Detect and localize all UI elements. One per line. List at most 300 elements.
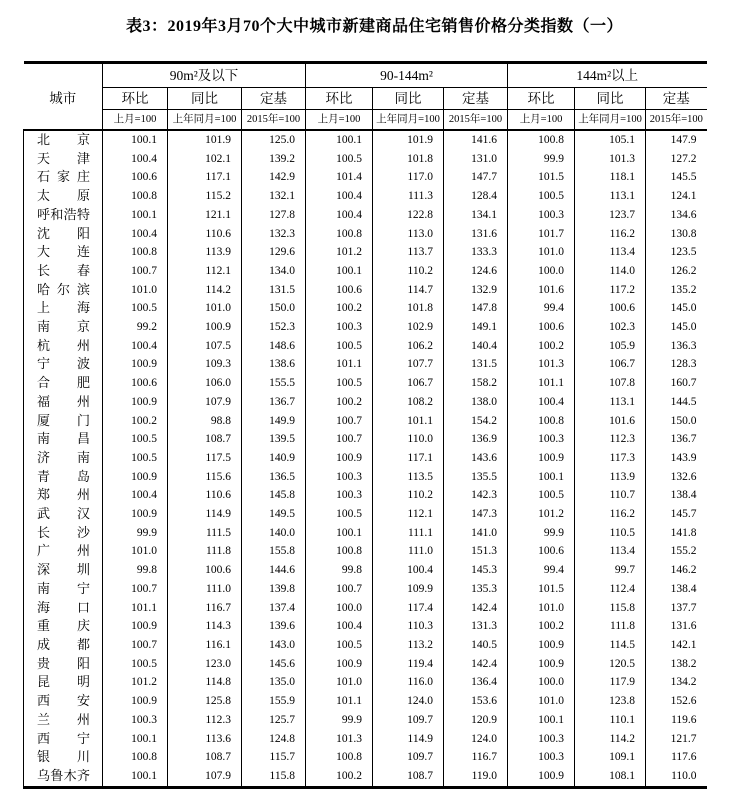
value-cell: 119.0 — [444, 767, 508, 787]
city-name: 深圳 — [37, 562, 90, 578]
value-cell: 124.6 — [444, 262, 508, 281]
value-cell: 101.9 — [168, 130, 242, 150]
value-cell: 100.8 — [306, 225, 373, 244]
page-title: 表3：2019年3月70个大中城市新建商品住宅销售价格分类指数（一） — [125, 18, 623, 35]
value-cell: 121.7 — [646, 730, 707, 749]
value-cell: 110.6 — [168, 225, 242, 244]
table-row — [24, 318, 707, 337]
table-row — [24, 130, 707, 150]
value-cell: 100.8 — [103, 748, 168, 767]
value-cell: 101.3 — [306, 730, 373, 749]
value-cell: 100.8 — [306, 748, 373, 767]
value-cell: 112.3 — [575, 430, 646, 449]
value-cell: 142.1 — [646, 636, 707, 655]
value-cell: 116.2 — [575, 505, 646, 524]
value-cell: 147.9 — [646, 130, 707, 150]
value-cell: 100.9 — [508, 636, 575, 655]
value-cell: 145.7 — [646, 505, 707, 524]
value-cell: 111.3 — [373, 187, 444, 206]
value-cell: 100.1 — [103, 206, 168, 225]
value-cell: 100.8 — [508, 130, 575, 150]
group-header-144-above: 144m²以上 — [508, 63, 707, 88]
city-name: 郑州 — [37, 487, 90, 503]
value-cell: 139.8 — [242, 580, 306, 599]
city-name: 成都 — [37, 636, 90, 652]
value-cell: 124.8 — [242, 730, 306, 749]
city-cell — [24, 412, 103, 431]
value-cell: 101.0 — [306, 673, 373, 692]
value-cell: 132.9 — [444, 281, 508, 300]
value-cell: 114.3 — [168, 617, 242, 636]
city-cell — [24, 505, 103, 524]
table-row — [24, 243, 707, 262]
value-cell: 102.3 — [575, 318, 646, 337]
value-cell: 100.1 — [306, 130, 373, 150]
measure-header: 环比 — [306, 88, 373, 110]
base-header: 2015年=100 — [444, 110, 508, 131]
value-cell: 139.6 — [242, 617, 306, 636]
value-cell: 100.1 — [508, 711, 575, 730]
value-cell: 99.7 — [575, 561, 646, 580]
value-cell: 109.1 — [575, 748, 646, 767]
value-cell: 129.6 — [242, 243, 306, 262]
value-cell: 98.8 — [168, 412, 242, 431]
value-cell: 101.3 — [575, 150, 646, 169]
city-cell — [24, 374, 103, 393]
value-cell: 113.1 — [575, 393, 646, 412]
city-cell — [24, 673, 103, 692]
value-cell: 140.5 — [444, 636, 508, 655]
measure-header: 环比 — [103, 88, 168, 110]
value-cell: 117.5 — [168, 449, 242, 468]
city-name: 青岛 — [37, 468, 90, 484]
value-cell: 110.2 — [373, 486, 444, 505]
value-cell: 107.8 — [575, 374, 646, 393]
value-cell: 100.4 — [103, 486, 168, 505]
value-cell: 119.6 — [646, 711, 707, 730]
table-row — [24, 225, 707, 244]
value-cell: 99.9 — [508, 524, 575, 543]
value-cell: 124.0 — [373, 692, 444, 711]
value-cell: 155.8 — [242, 542, 306, 561]
table-row — [24, 299, 707, 318]
value-cell: 100.0 — [306, 599, 373, 618]
value-cell: 100.5 — [103, 430, 168, 449]
value-cell: 100.3 — [508, 748, 575, 767]
value-cell: 128.4 — [444, 187, 508, 206]
value-cell: 130.8 — [646, 225, 707, 244]
value-cell: 106.0 — [168, 374, 242, 393]
base-header: 上年同月=100 — [575, 110, 646, 131]
value-cell: 127.8 — [242, 206, 306, 225]
value-cell: 100.5 — [508, 486, 575, 505]
value-cell: 115.6 — [168, 468, 242, 487]
value-cell: 100.3 — [508, 430, 575, 449]
value-cell: 134.6 — [646, 206, 707, 225]
value-cell: 114.9 — [168, 505, 242, 524]
value-cell: 140.9 — [242, 449, 306, 468]
value-cell: 99.8 — [103, 561, 168, 580]
table-row — [24, 561, 707, 580]
city-cell — [24, 393, 103, 412]
value-cell: 133.3 — [444, 243, 508, 262]
value-cell: 100.5 — [306, 374, 373, 393]
table-row — [24, 692, 707, 711]
value-cell: 123.8 — [575, 692, 646, 711]
value-cell: 151.3 — [444, 542, 508, 561]
city-cell — [24, 262, 103, 281]
value-cell: 100.3 — [306, 486, 373, 505]
value-cell: 101.2 — [306, 243, 373, 262]
value-cell: 143.9 — [646, 449, 707, 468]
value-cell: 114.2 — [168, 281, 242, 300]
value-cell: 113.7 — [373, 243, 444, 262]
value-cell: 108.7 — [168, 748, 242, 767]
value-cell: 147.7 — [444, 168, 508, 187]
city-name: 乌鲁木齐 — [37, 767, 90, 783]
value-cell: 100.4 — [306, 206, 373, 225]
value-cell: 145.3 — [444, 561, 508, 580]
city-name: 南宁 — [37, 580, 90, 596]
value-cell: 100.8 — [508, 412, 575, 431]
value-cell: 100.2 — [508, 617, 575, 636]
base-header: 上月=100 — [103, 110, 168, 131]
value-cell: 145.5 — [646, 168, 707, 187]
value-cell: 100.5 — [103, 655, 168, 674]
value-cell: 125.0 — [242, 130, 306, 150]
value-cell: 116.0 — [373, 673, 444, 692]
value-cell: 114.9 — [373, 730, 444, 749]
value-cell: 101.9 — [373, 130, 444, 150]
value-cell: 123.7 — [575, 206, 646, 225]
value-cell: 131.0 — [444, 150, 508, 169]
city-name: 武汉 — [37, 506, 90, 522]
value-cell: 100.9 — [168, 318, 242, 337]
value-cell: 100.3 — [508, 730, 575, 749]
city-cell — [24, 281, 103, 300]
value-cell: 110.1 — [575, 711, 646, 730]
city-cell — [24, 168, 103, 187]
city-name: 石家庄 — [37, 169, 90, 185]
value-cell: 134.2 — [646, 673, 707, 692]
value-cell: 131.3 — [444, 617, 508, 636]
value-cell: 109.7 — [373, 748, 444, 767]
value-cell: 117.2 — [575, 281, 646, 300]
value-cell: 155.9 — [242, 692, 306, 711]
base-header: 上年同月=100 — [373, 110, 444, 131]
city-cell — [24, 337, 103, 356]
value-cell: 148.6 — [242, 337, 306, 356]
city-cell — [24, 711, 103, 730]
value-cell: 108.7 — [168, 430, 242, 449]
value-cell: 100.4 — [373, 561, 444, 580]
city-cell — [24, 748, 103, 767]
value-cell: 113.4 — [575, 243, 646, 262]
value-cell: 111.0 — [168, 580, 242, 599]
city-name: 上海 — [37, 300, 90, 316]
value-cell: 112.4 — [575, 580, 646, 599]
value-cell: 101.1 — [373, 412, 444, 431]
value-cell: 100.6 — [575, 299, 646, 318]
value-cell: 137.7 — [646, 599, 707, 618]
value-cell: 134.1 — [444, 206, 508, 225]
value-cell: 100.0 — [508, 673, 575, 692]
value-cell: 121.1 — [168, 206, 242, 225]
value-cell: 136.5 — [242, 468, 306, 487]
value-cell: 113.4 — [575, 542, 646, 561]
city-name: 广州 — [37, 543, 90, 559]
value-cell: 142.4 — [444, 599, 508, 618]
value-cell: 101.0 — [103, 542, 168, 561]
value-cell: 131.6 — [646, 617, 707, 636]
city-name: 贵阳 — [37, 655, 90, 671]
value-cell: 111.1 — [373, 524, 444, 543]
city-cell — [24, 617, 103, 636]
value-cell: 152.6 — [646, 692, 707, 711]
value-cell: 100.4 — [306, 187, 373, 206]
value-cell: 101.2 — [103, 673, 168, 692]
table-row — [24, 449, 707, 468]
value-cell: 146.2 — [646, 561, 707, 580]
city-cell — [24, 730, 103, 749]
value-cell: 100.9 — [103, 393, 168, 412]
value-cell: 120.9 — [444, 711, 508, 730]
value-cell: 114.8 — [168, 673, 242, 692]
value-cell: 136.7 — [646, 430, 707, 449]
value-cell: 100.2 — [306, 767, 373, 787]
value-cell: 100.6 — [508, 542, 575, 561]
value-cell: 99.2 — [103, 318, 168, 337]
value-cell: 153.6 — [444, 692, 508, 711]
value-cell: 111.8 — [168, 542, 242, 561]
value-cell: 127.2 — [646, 150, 707, 169]
value-cell: 109.7 — [373, 711, 444, 730]
table-row — [24, 542, 707, 561]
value-cell: 145.8 — [242, 486, 306, 505]
value-cell: 101.8 — [373, 150, 444, 169]
value-cell: 100.5 — [508, 187, 575, 206]
value-cell: 100.6 — [168, 561, 242, 580]
value-cell: 113.0 — [373, 225, 444, 244]
value-cell: 126.2 — [646, 262, 707, 281]
price-index-table — [23, 61, 707, 789]
city-cell — [24, 580, 103, 599]
city-name: 合肥 — [37, 375, 90, 391]
value-cell: 113.9 — [575, 468, 646, 487]
value-cell: 132.1 — [242, 187, 306, 206]
table-row — [24, 206, 707, 225]
value-cell: 106.7 — [373, 374, 444, 393]
value-cell: 100.1 — [508, 468, 575, 487]
value-cell: 131.5 — [242, 281, 306, 300]
value-cell: 100.6 — [508, 318, 575, 337]
city-cell — [24, 299, 103, 318]
city-name: 大连 — [37, 244, 90, 260]
city-name: 长春 — [37, 262, 90, 278]
table-row — [24, 355, 707, 374]
city-cell — [24, 187, 103, 206]
value-cell: 117.0 — [373, 168, 444, 187]
value-cell: 100.9 — [508, 655, 575, 674]
value-cell: 101.0 — [508, 692, 575, 711]
city-cell — [24, 355, 103, 374]
value-cell: 150.0 — [242, 299, 306, 318]
value-cell: 100.7 — [103, 580, 168, 599]
value-cell: 141.0 — [444, 524, 508, 543]
city-cell — [24, 468, 103, 487]
table-row — [24, 150, 707, 169]
value-cell: 100.3 — [306, 468, 373, 487]
value-cell: 112.1 — [168, 262, 242, 281]
city-name: 哈尔滨 — [37, 281, 90, 297]
value-cell: 115.8 — [242, 767, 306, 787]
base-header: 上年同月=100 — [168, 110, 242, 131]
table-row — [24, 468, 707, 487]
value-cell: 110.2 — [373, 262, 444, 281]
city-name: 杭州 — [37, 337, 90, 353]
value-cell: 100.2 — [306, 393, 373, 412]
value-cell: 141.8 — [646, 524, 707, 543]
value-cell: 138.2 — [646, 655, 707, 674]
value-cell: 142.4 — [444, 655, 508, 674]
value-cell: 106.2 — [373, 337, 444, 356]
value-cell: 101.1 — [306, 355, 373, 374]
value-cell: 100.9 — [508, 767, 575, 787]
value-cell: 145.0 — [646, 299, 707, 318]
value-cell: 118.1 — [575, 168, 646, 187]
city-cell — [24, 542, 103, 561]
value-cell: 100.4 — [103, 337, 168, 356]
value-cell: 100.1 — [103, 730, 168, 749]
city-name: 南京 — [37, 319, 90, 335]
value-cell: 101.1 — [508, 374, 575, 393]
value-cell: 115.2 — [168, 187, 242, 206]
value-cell: 100.3 — [508, 206, 575, 225]
value-cell: 100.0 — [508, 262, 575, 281]
city-name: 重庆 — [37, 618, 90, 634]
value-cell: 99.4 — [508, 561, 575, 580]
value-cell: 100.7 — [103, 262, 168, 281]
value-cell: 100.7 — [306, 430, 373, 449]
value-cell: 100.9 — [103, 505, 168, 524]
value-cell: 114.0 — [575, 262, 646, 281]
value-cell: 105.1 — [575, 130, 646, 150]
value-cell: 101.5 — [508, 580, 575, 599]
value-cell: 123.5 — [646, 243, 707, 262]
measure-header: 定基 — [444, 88, 508, 110]
value-cell: 100.6 — [306, 281, 373, 300]
table-row — [24, 673, 707, 692]
city-name: 济南 — [37, 449, 90, 465]
value-cell: 123.0 — [168, 655, 242, 674]
value-cell: 100.4 — [306, 617, 373, 636]
value-cell: 149.5 — [242, 505, 306, 524]
table-body — [24, 130, 707, 787]
value-cell: 101.0 — [103, 281, 168, 300]
table-row — [24, 281, 707, 300]
value-cell: 101.0 — [168, 299, 242, 318]
value-cell: 100.3 — [306, 318, 373, 337]
value-cell: 99.8 — [306, 561, 373, 580]
value-cell: 136.9 — [444, 430, 508, 449]
value-cell: 110.0 — [646, 767, 707, 787]
value-cell: 100.4 — [103, 150, 168, 169]
value-cell: 110.3 — [373, 617, 444, 636]
measure-header: 同比 — [168, 88, 242, 110]
value-cell: 100.7 — [103, 636, 168, 655]
value-cell: 100.8 — [103, 187, 168, 206]
value-cell: 110.0 — [373, 430, 444, 449]
city-name: 西宁 — [37, 730, 90, 746]
value-cell: 111.5 — [168, 524, 242, 543]
value-cell: 101.0 — [508, 599, 575, 618]
value-cell: 114.2 — [575, 730, 646, 749]
value-cell: 113.9 — [168, 243, 242, 262]
value-cell: 111.0 — [373, 542, 444, 561]
value-cell: 115.7 — [242, 748, 306, 767]
table-row — [24, 374, 707, 393]
value-cell: 132.6 — [646, 468, 707, 487]
city-cell — [24, 692, 103, 711]
value-cell: 108.1 — [575, 767, 646, 787]
city-cell — [24, 206, 103, 225]
city-cell — [24, 150, 103, 169]
value-cell: 132.3 — [242, 225, 306, 244]
city-cell — [24, 524, 103, 543]
value-cell: 100.9 — [103, 468, 168, 487]
city-cell — [24, 449, 103, 468]
city-name: 呼和浩特 — [37, 206, 90, 222]
measure-header-row — [24, 88, 707, 110]
city-name: 兰州 — [37, 711, 90, 727]
measure-header: 定基 — [242, 88, 306, 110]
table-row — [24, 168, 707, 187]
city-cell — [24, 486, 103, 505]
value-cell: 100.6 — [103, 168, 168, 187]
value-cell: 114.7 — [373, 281, 444, 300]
value-cell: 101.6 — [575, 412, 646, 431]
value-cell: 100.1 — [103, 130, 168, 150]
table-row — [24, 636, 707, 655]
value-cell: 117.1 — [373, 449, 444, 468]
value-cell: 99.9 — [103, 524, 168, 543]
value-cell: 99.4 — [508, 299, 575, 318]
value-cell: 107.7 — [373, 355, 444, 374]
value-cell: 100.1 — [306, 524, 373, 543]
value-cell: 100.9 — [306, 655, 373, 674]
value-cell: 125.8 — [168, 692, 242, 711]
price-index-table-container — [23, 61, 707, 789]
value-cell: 101.7 — [508, 225, 575, 244]
base-header: 上月=100 — [306, 110, 373, 131]
value-cell: 138.4 — [646, 486, 707, 505]
value-cell: 110.6 — [168, 486, 242, 505]
value-cell: 135.3 — [444, 580, 508, 599]
table-row — [24, 262, 707, 281]
city-cell — [24, 599, 103, 618]
value-cell: 136.7 — [242, 393, 306, 412]
value-cell: 155.5 — [242, 374, 306, 393]
table-row — [24, 655, 707, 674]
value-cell: 100.9 — [306, 449, 373, 468]
group-header-90-and-below: 90m²及以下 — [103, 63, 306, 88]
city-column-header: 城市 — [24, 63, 103, 131]
value-cell: 101.2 — [508, 505, 575, 524]
city-name: 天津 — [37, 150, 90, 166]
table-row — [24, 524, 707, 543]
value-cell: 144.6 — [242, 561, 306, 580]
value-cell: 111.8 — [575, 617, 646, 636]
